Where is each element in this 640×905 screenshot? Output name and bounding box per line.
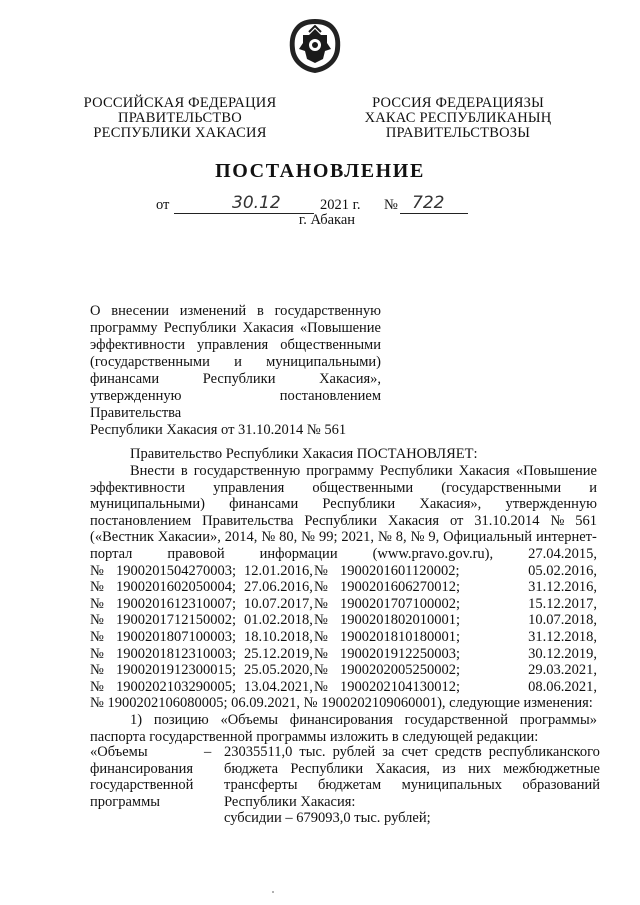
word: из bbox=[442, 760, 456, 777]
word: государственную bbox=[193, 463, 301, 479]
from-label: от bbox=[156, 197, 170, 213]
word: (государственными bbox=[441, 479, 562, 496]
registry-cell: № bbox=[90, 595, 104, 612]
registry-cell: 1900201810180001; bbox=[340, 628, 461, 645]
registry-cell: 30.12.2019, bbox=[528, 645, 597, 662]
header-right-line: ХАКАС РЕСПУБЛИКАНЫҢ bbox=[364, 110, 552, 126]
resolves-line: Правительство Республики Хакасия ПОСТАНОВЛЯЕТ: bbox=[130, 446, 478, 462]
registry-cell: № bbox=[314, 645, 328, 662]
header-right-line: РОССИЯ ФЕДЕРАЦИЯЗЫ bbox=[372, 95, 544, 111]
word: государственной bbox=[404, 712, 508, 728]
handwritten-number: 722 bbox=[412, 193, 445, 213]
word: № bbox=[377, 529, 392, 546]
word: Внести bbox=[130, 463, 175, 479]
registry-row bbox=[90, 612, 597, 629]
registry-cell: 31.12.2016, bbox=[528, 579, 597, 596]
word: них bbox=[468, 760, 491, 777]
table-left-line: программы bbox=[90, 793, 160, 810]
word: постановлением bbox=[90, 512, 192, 529]
year-label: 2021 г. bbox=[320, 197, 361, 213]
intro-line-3 bbox=[90, 513, 597, 530]
intro-line-1 bbox=[90, 480, 597, 497]
word: 9, bbox=[428, 529, 440, 546]
registry-cell: № bbox=[314, 595, 328, 612]
word: (www.pravo.gov.ru), bbox=[372, 545, 494, 562]
registry-cell: 18.10.2018, bbox=[244, 628, 313, 645]
word: № bbox=[261, 529, 276, 546]
registry-cell: 1900201812310003; bbox=[116, 645, 237, 662]
registry-cell: 1900201602050004; bbox=[116, 579, 237, 596]
word: Хакасии», bbox=[157, 529, 221, 546]
registry-row bbox=[90, 596, 597, 613]
word: 8, bbox=[395, 529, 407, 546]
word: 1) bbox=[130, 712, 143, 728]
word: республиканского bbox=[488, 744, 600, 760]
word: 80, bbox=[279, 529, 298, 546]
registry-cell: № bbox=[90, 645, 104, 662]
word: муниципальными) bbox=[90, 496, 205, 513]
table-left-cell bbox=[90, 744, 202, 810]
registry-cell: 1900201707100002; bbox=[340, 595, 461, 612]
subject-line: утвержденную постановлением Правительства bbox=[90, 388, 381, 421]
word: «Повышение bbox=[515, 463, 597, 479]
registry-cell: 1900201912250003; bbox=[340, 645, 461, 662]
word: трансферты bbox=[224, 777, 298, 794]
word: 27.04.2015, bbox=[528, 545, 597, 562]
word: 561 bbox=[575, 512, 597, 529]
registry-cell: № bbox=[314, 579, 328, 596]
word: финансирования bbox=[289, 712, 393, 728]
registry-tail: № 1900202106080005; 06.09.2021, № 1900202109060001), следующие изменения: bbox=[90, 695, 593, 712]
registry-cell: № bbox=[90, 562, 104, 579]
word: образований bbox=[522, 777, 600, 794]
word: эффективности bbox=[90, 479, 185, 496]
intro-line-4 bbox=[90, 529, 597, 546]
registry-cell: 10.07.2018, bbox=[528, 612, 597, 629]
registry-cell: 10.07.2017, bbox=[244, 595, 313, 612]
word: информации bbox=[259, 545, 338, 562]
coat-of-arms-emblem bbox=[287, 17, 343, 75]
registry-cell: 25.12.2019, bbox=[244, 645, 313, 662]
word: управления bbox=[213, 479, 285, 496]
registry-cell: 1900202103290005; bbox=[116, 678, 237, 695]
word: Республики bbox=[379, 463, 453, 479]
word: программу bbox=[306, 463, 374, 479]
word: 2021, bbox=[341, 529, 375, 546]
registry-cell: 1900201712150002; bbox=[116, 612, 237, 629]
registry-row bbox=[90, 579, 597, 596]
word: № bbox=[550, 512, 565, 529]
header-left-line: РОССИЙСКАЯ ФЕДЕРАЦИЯ bbox=[83, 95, 277, 111]
table-right-line-0 bbox=[224, 744, 600, 761]
word: и bbox=[589, 479, 597, 496]
registry-cell: 1900202104130012; bbox=[340, 678, 461, 695]
registry-cell: № bbox=[90, 579, 104, 596]
word: в bbox=[180, 463, 188, 479]
word: 23035511,0 bbox=[224, 744, 293, 760]
subject-line: программу Республики Хакасия «Повышение bbox=[90, 320, 381, 336]
registry-row bbox=[90, 563, 597, 580]
word: Республики bbox=[322, 496, 396, 513]
word: Хакасия», bbox=[419, 496, 482, 513]
word: № bbox=[301, 529, 316, 546]
registry-cell: 1900201504270003; bbox=[116, 562, 237, 579]
word: Республики bbox=[290, 760, 364, 777]
item1-line-0 bbox=[90, 712, 597, 729]
registry-cell: 25.05.2020, bbox=[244, 662, 313, 679]
item1-line-1: паспорта государственной программы изложить в следующей редакции: bbox=[90, 728, 539, 745]
word: программы» bbox=[519, 712, 597, 728]
table-right-line-1 bbox=[224, 761, 600, 778]
registry-cell: 05.02.2016, bbox=[528, 562, 597, 579]
word: 31.10.2014 bbox=[474, 512, 540, 529]
table-left-line: финансирования bbox=[90, 760, 194, 777]
registry-cell: № bbox=[90, 612, 104, 629]
header-right-line: ПРАВИТЕЛЬСТВОЗЫ bbox=[385, 125, 531, 141]
table-dash: – bbox=[204, 744, 212, 760]
table-right-line-2 bbox=[224, 777, 600, 794]
word: 99; bbox=[318, 529, 338, 546]
word: межбюджетные bbox=[503, 760, 600, 777]
registry-cell: 1900201802010001; bbox=[340, 612, 461, 629]
registry-cell: № bbox=[90, 628, 104, 645]
word: интернет- bbox=[535, 529, 597, 546]
registry-row bbox=[90, 679, 597, 696]
item-1 bbox=[90, 712, 597, 745]
table-right-cell bbox=[224, 744, 600, 827]
word: № bbox=[410, 529, 425, 546]
subject-line: Республики Хакасия от 31.10.2014 № 561 bbox=[90, 422, 347, 438]
city: г. Абакан bbox=[298, 212, 356, 228]
registry-cell: 1900202005250002; bbox=[340, 662, 461, 679]
registry-cell: 27.06.2016, bbox=[244, 579, 313, 596]
word: Республики bbox=[304, 512, 378, 529]
word: Правительства bbox=[202, 512, 294, 529]
registry-cell: 12.01.2016, bbox=[244, 562, 313, 579]
table-left-line: государственной bbox=[90, 777, 194, 794]
registry-cell: 13.04.2021, bbox=[244, 678, 313, 695]
document-title: ПОСТАНОВЛЕНИЕ bbox=[215, 160, 425, 182]
word: тыс. bbox=[299, 744, 326, 760]
header-left bbox=[80, 96, 280, 141]
registry-cell: 1900201606270012; bbox=[340, 579, 461, 596]
word: позицию bbox=[153, 712, 209, 728]
word: от bbox=[449, 512, 464, 529]
word: «Объемы bbox=[220, 712, 279, 728]
subject-block bbox=[90, 303, 381, 439]
registry-cell: 1900201601120002; bbox=[340, 562, 460, 579]
subject-line: финансами Республики Хакасия», bbox=[90, 371, 381, 387]
registry-cell: № bbox=[90, 662, 104, 679]
registry-cell: 1900201807100003; bbox=[116, 628, 237, 645]
registry-cell: № bbox=[314, 612, 328, 629]
registry-cell: № bbox=[314, 662, 328, 679]
registry-cell: № bbox=[314, 562, 328, 579]
word: муниципальных bbox=[401, 777, 502, 794]
registry-cell: 15.12.2017, bbox=[528, 595, 597, 612]
registry-cell: № bbox=[314, 628, 328, 645]
subject-line: эффективности управления общественными bbox=[90, 337, 381, 353]
number-label: № bbox=[384, 197, 398, 213]
header-left-line: РЕСПУБЛИКИ ХАКАСИЯ bbox=[93, 125, 267, 141]
registry-row bbox=[90, 646, 597, 663]
intro-line-5 bbox=[90, 546, 597, 563]
word: Хакасия bbox=[388, 512, 440, 529]
handwritten-date: 30.12 bbox=[232, 193, 281, 213]
word: бюджета bbox=[224, 760, 279, 777]
intro-line-0 bbox=[90, 463, 597, 480]
table-right-line: Республики Хакасия: bbox=[224, 793, 356, 810]
registry-cell: 29.03.2021, bbox=[528, 662, 597, 679]
word: Хакасия bbox=[458, 463, 510, 479]
amendment-intro bbox=[90, 463, 597, 563]
word: средств bbox=[434, 744, 482, 760]
registry-cell: 1900201612310007; bbox=[116, 595, 237, 612]
registry-cell: 01.02.2018, bbox=[244, 612, 313, 629]
registry-row bbox=[90, 662, 597, 679]
registry-table bbox=[90, 563, 597, 696]
registry-cell: 1900201912300015; bbox=[116, 662, 237, 679]
registry-cell: 08.06.2021, bbox=[528, 678, 597, 695]
word: бюджетам bbox=[317, 777, 382, 794]
table-left-line: «Объемы bbox=[90, 744, 148, 760]
table-right-line: субсидии – 679093,0 тыс. рублей; bbox=[224, 810, 431, 827]
registry-row bbox=[90, 629, 597, 646]
word: утвержденную bbox=[505, 496, 597, 513]
word: правовой bbox=[167, 545, 225, 562]
subject-line: О внесении изменений в государственную bbox=[90, 303, 381, 319]
word: счет bbox=[401, 744, 428, 760]
header-left-line: ПРАВИТЕЛЬСТВО bbox=[118, 110, 242, 126]
word: 2014, bbox=[224, 529, 258, 546]
word: («Вестник bbox=[90, 529, 154, 546]
word: общественными bbox=[312, 479, 414, 496]
word: портал bbox=[90, 545, 133, 562]
word: Официальный bbox=[443, 529, 532, 546]
word: Хакасия, bbox=[375, 760, 431, 777]
registry-cell: 31.12.2018, bbox=[528, 628, 597, 645]
subject-line: (государственными и муниципальными) bbox=[90, 354, 381, 370]
word: за bbox=[382, 744, 395, 760]
word: финансами bbox=[229, 496, 299, 513]
word: рублей bbox=[332, 744, 376, 760]
scan-speck bbox=[272, 891, 274, 893]
header-right bbox=[358, 96, 558, 141]
intro-line-2 bbox=[90, 496, 597, 513]
registry-cell: № bbox=[90, 678, 104, 695]
registry-cell: № bbox=[314, 678, 328, 695]
